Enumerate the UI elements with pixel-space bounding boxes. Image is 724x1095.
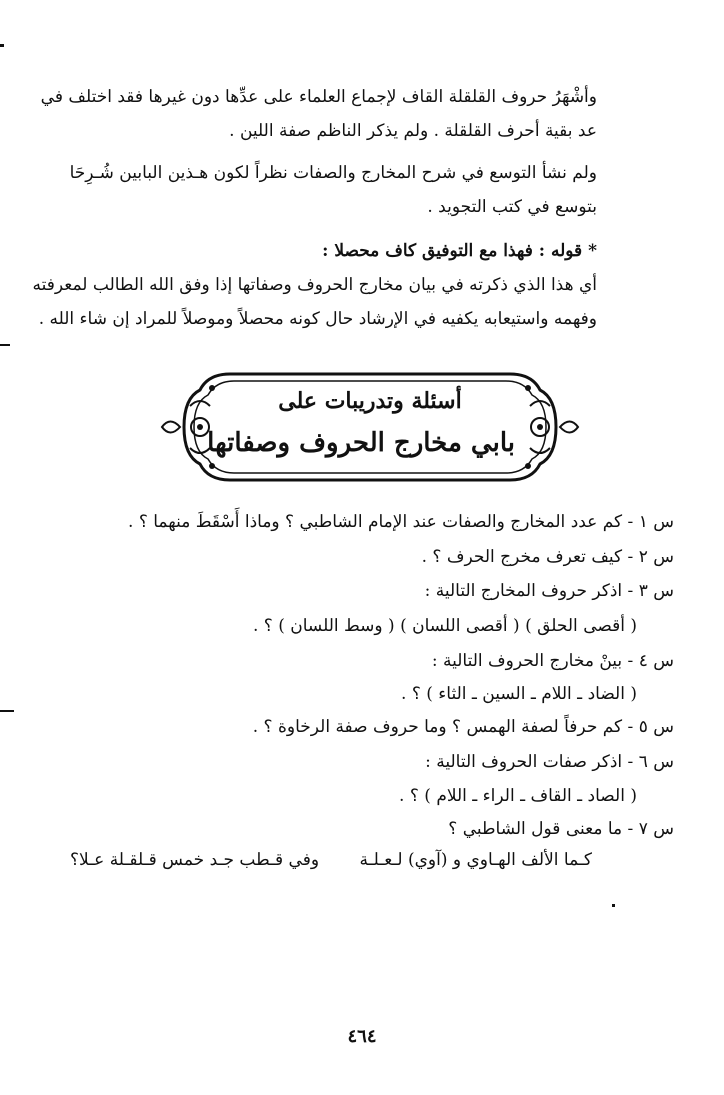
text-line: وفهمه واستيعابه يكفيه في الإرشاد حال كونه محصلاً وموصلاً للمراد إن شاء الله .: [38, 309, 597, 329]
page-number: ٤٦٤: [347, 1026, 377, 1047]
question-3-detail: [253, 616, 637, 636]
scan-mark: [0, 344, 10, 346]
text-line: عد بقية أحرف القلقلة . ولم يذكر الناظم صفة اللين .: [229, 121, 597, 141]
text-line: أي هذا الذي ذكرته في بيان مخارج الحروف وصفاتها إذا وفق الله الطالب لمعرفته: [32, 275, 597, 295]
question-6-detail: [399, 786, 637, 806]
text-line: ولم نشأ التوسع في شرح المخارج والصفات نظراً لكون هـذين البابين شُـرِحَا: [69, 163, 597, 183]
question-1: [128, 512, 674, 532]
question-number: س ٧ -: [627, 819, 674, 839]
question-text: ( أقصى الحلق ) ( أقصى اللسان ) ( وسط اللسان ) ؟ .: [253, 616, 637, 636]
question-5: [253, 717, 674, 737]
text-line: بتوسع في كتب التجويد .: [427, 197, 597, 217]
question-4: [432, 651, 674, 671]
question-4-detail: [401, 684, 637, 704]
quote-line: * قوله : فهذا مع التوفيق كاف محصلا :: [322, 241, 597, 261]
question-text: كم عدد المخارج والصفات عند الإمام الشاطبي ؟ وماذا أَسْقَطَ منهما ؟ .: [128, 512, 623, 532]
question-text: اذكر حروف المخارج التالية :: [424, 581, 623, 601]
question-text: كم حرفاً لصفة الهمس ؟ وما حروف صفة الرخاوة ؟ .: [252, 717, 623, 737]
question-3: [425, 581, 674, 601]
paragraph-explanation: [32, 268, 597, 336]
scan-mark: [612, 904, 615, 907]
question-text: ما معنى قول الشاطبي ؟: [448, 819, 623, 839]
question-text: اذكر صفات الحروف التالية :: [425, 752, 623, 772]
question-number: س ٣ -: [627, 581, 674, 601]
question-number: س ٥ -: [627, 717, 674, 737]
question-text: ( الصاد ـ القاف ـ الراء ـ اللام ) ؟ .: [399, 786, 637, 806]
text-line: وأشْهَرُ حروف القلقلة القاف لإجماع العلماء على عدِّها دون غيرها فقد اختلف في: [40, 87, 597, 107]
question-number: س ٤ -: [627, 651, 674, 671]
question-number: س ١ -: [627, 512, 674, 532]
verse-hemistich-2: وفي قـطب جـد خمس قـلقـلة عـلا؟: [70, 850, 320, 870]
question-text: كيف تعرف مخرج الحرف ؟ .: [421, 547, 623, 567]
question-number: س ٦ -: [627, 752, 674, 772]
question-text: ( الضاد ـ اللام ـ السين ـ الثاء ) ؟ .: [401, 684, 637, 704]
frame-title-line1: أسئلة وتدريبات على: [278, 388, 462, 414]
question-text: بينْ مخارج الحروف التالية :: [431, 651, 623, 671]
question-number: س ٢ -: [627, 547, 674, 567]
question-6: [425, 752, 674, 772]
paragraph-expansion-note: [69, 156, 597, 224]
scan-mark: [0, 44, 4, 47]
ornamental-frame: [160, 368, 580, 486]
verse-hemistich-1: كـما الألف الهـاوي و (آوي) لـعـلـة: [359, 850, 592, 870]
question-2: [422, 547, 674, 567]
question-7: [448, 819, 674, 839]
paragraph-qalqala: [40, 80, 597, 148]
scan-mark: [0, 710, 14, 712]
frame-title-line2: بابي مخارج الحروف وصفاتها: [207, 428, 515, 458]
